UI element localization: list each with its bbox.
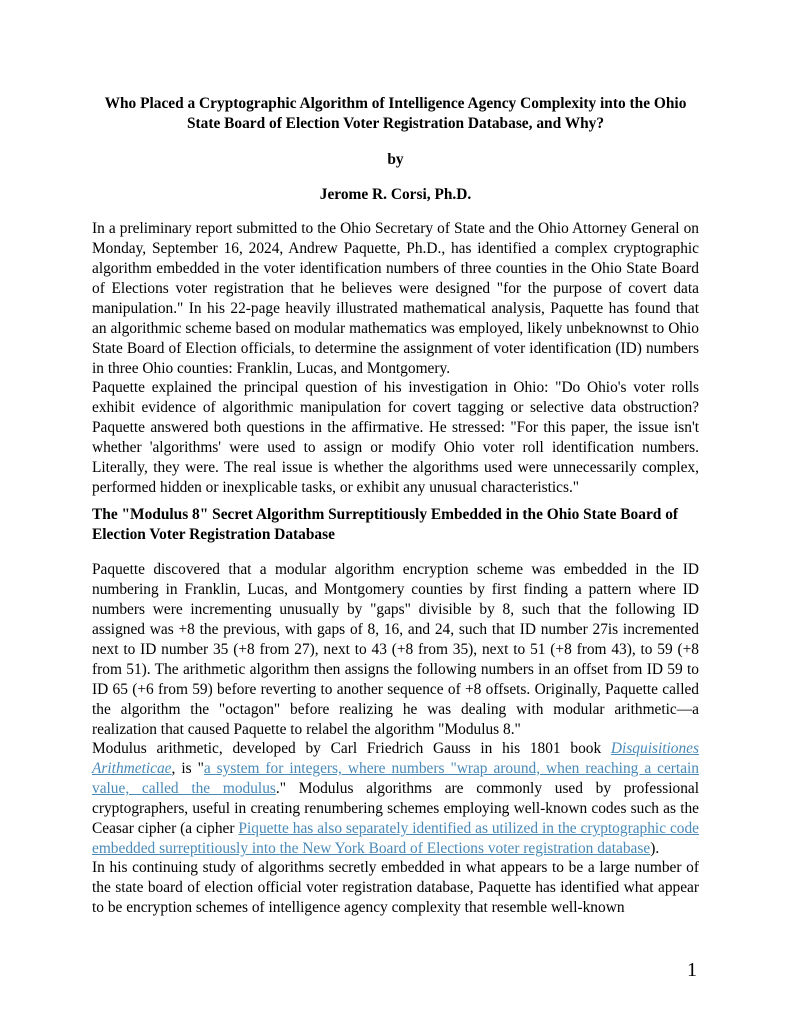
document-title [92,94,699,134]
byline-by: by [387,151,404,168]
paragraph-4 [92,739,699,859]
paragraph-5: In his continuing study of algorithms secretly embedded in what appears to be a large number of the state board of election official voter registration database, Paquette has identified what appear to be encryption schemes of intelligence agency complexity that resemble well-known [92,859,699,916]
section-heading: The "Modulus 8" Secret Algorithm Surreptitiously Embedded in the Ohio State Board of Election Voter Registration Database [92,506,679,543]
paragraph-4-text-2: , is " [171,760,204,777]
paragraph-4-text-3: ." Modulus algorithms are commonly used by professional cryptographers, useful in creating renumbering schemes employing well-known codes such as the Ceasar cipher (a cipher [92,780,699,837]
paragraph-4-text-1: Modulus arithmetic, developed by Carl Friedrich Gauss in his 1801 book [92,740,611,757]
author-name: Jerome R. Corsi, Ph.D. [319,186,472,203]
paragraph-3: Paquette discovered that a modular algorithm encryption scheme was embedded in the ID numbering in Franklin, Lucas, and Montgomery counties by first finding a pattern where ID numbers were incrementing unusually by "gaps" divisible by 8, such that the following ID assigned was +8 the previous, with gaps of 8, 16, and 24, such that ID number 27is incremented next to ID number 35 (+8 from 27), next to 43 (+8 from 35), next to 51 (+8 from 43), to 59 (+8 from 51). The arithmetic algorithm then assigns the following numbers in an offset from ID 59 to ID 65 (+6 from 59) before reverting to another sequence of +8 offsets. Originally, Paquette called the algorithm the "octagon" before realizing he was dealing with modular arithmetic—a realization that caused Paquette to relabel the algorithm "Modulus 8." [92,561,699,738]
page-number: 1 [687,959,697,981]
paragraph-2: Paquette explained the principal question of his investigation in Ohio: "Do Ohio's voter rolls exhibit evidence of algorithmic manipulation for covert tagging or selective data obstruction? Paquette answered both questions in the affirmative. He stressed: "For this paper, the issue isn't whether 'algorithms' were used to assign or modify Ohio voter roll identification numbers. Literally, they were. The real issue is whether the algorithms used were unnecessarily complex, performed hidden or inexplicable tasks, or exhibit any unusual characteristics." [92,379,699,496]
title-line-2: State Board of Election Voter Registration Database, and Why? [186,115,605,132]
paragraph-1: In a preliminary report submitted to the Ohio Secretary of State and the Ohio Attorney General on Monday, September 16, 2024, Andrew Paquette, Ph.D., has identified a complex cryptographic algorithm embedded in the voter identification numbers of three counties in the Ohio State Board of Elections voter registration that he believes were designed "for the purpose of covert data manipulation." In his 22-page heavily illustrated mathematical analysis, Paquette has found that an algorithmic scheme based on modular mathematics was employed, likely unbeknownst to Ohio State Board of Election officials, to determine the assignment of voter identification (ID) numbers in three Ohio counties: Franklin, Lucas, and Montgomery. [92,220,699,377]
paragraph-4-text-4: ). [650,840,660,857]
modulus-definition-link[interactable]: a system for integers, where numbers "wrap around, when reaching a certain value, called the modulus [92,760,699,797]
title-line-1: Who Placed a Cryptographic Algorithm of Intelligence Agency Complexity into the Ohio [104,95,687,112]
new-york-database-link[interactable]: Piquette has also separately identified as utilized in the cryptographic code embedded surreptitiously into the New York Board of Elections voter registration database [92,820,699,857]
disquisitiones-link[interactable]: Disquisitiones Arithmeticae [92,740,699,777]
